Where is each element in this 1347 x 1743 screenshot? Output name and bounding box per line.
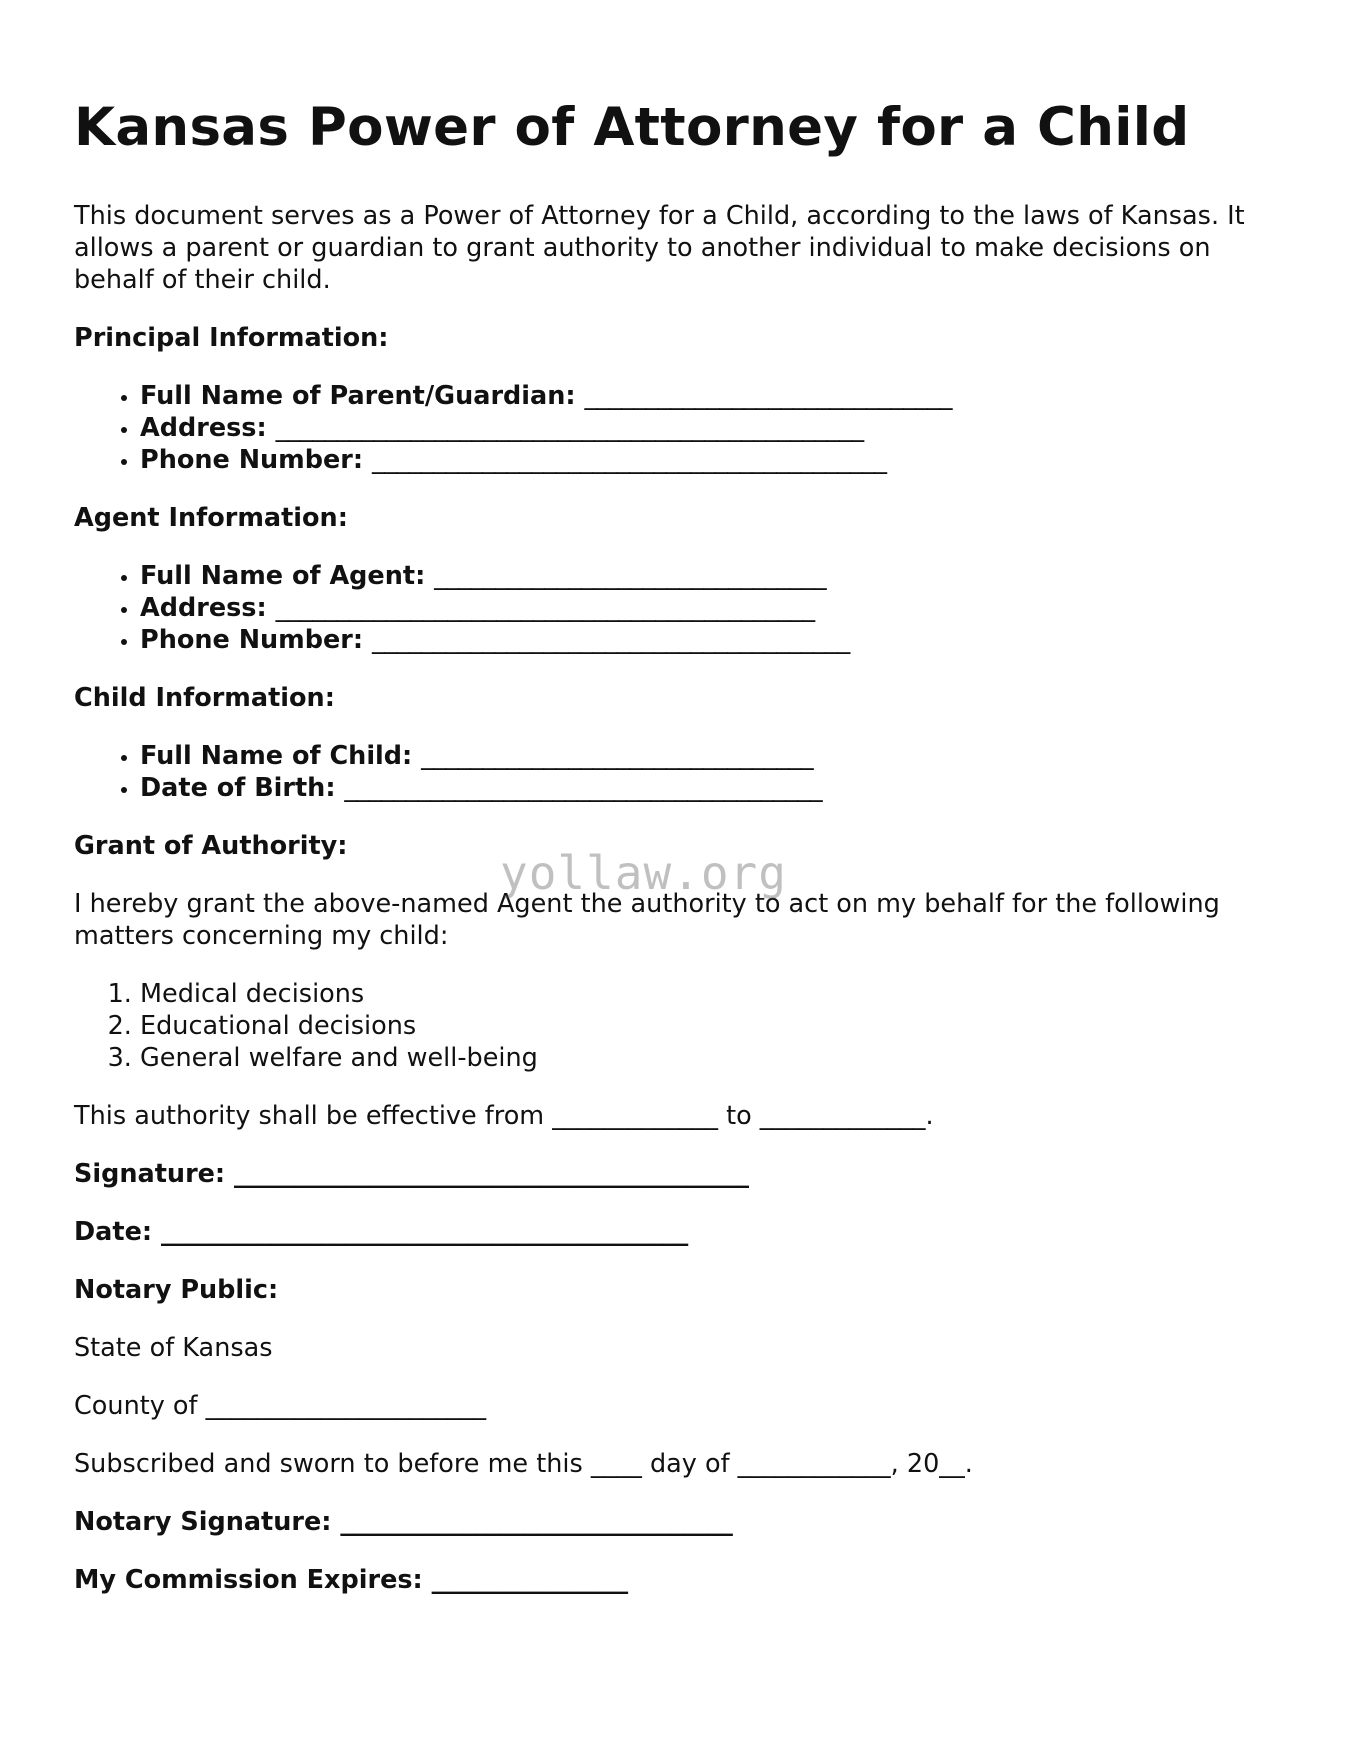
grant-heading: Grant of Authority:: [74, 831, 348, 861]
document-title: Kansas Power of Attorney for a Child: [74, 97, 1190, 158]
child-name-field: [140, 740, 1294, 772]
fill-in-blank[interactable]: ______________________________: [584, 381, 952, 411]
notary-sworn-line[interactable]: Subscribed and sworn to before me this ____ day of ____________, 20__.: [74, 1449, 973, 1479]
fill-in-blank[interactable]: ________________________________: [421, 741, 814, 771]
grant-item-welfare: 3. General welfare and well-being: [140, 1042, 1294, 1074]
effective-dates-line[interactable]: This authority shall be effective from _____________ to _____________.: [74, 1101, 934, 1131]
commission-expires-field: [74, 1564, 1294, 1596]
principal-address-field: [140, 412, 1294, 444]
agent-name-field: [140, 560, 1294, 592]
field-label: Phone Number:: [140, 625, 364, 655]
field-label: Full Name of Parent/Guardian:: [140, 381, 576, 411]
fill-in-blank[interactable]: ____________________________________________: [275, 593, 815, 623]
field-label: Full Name of Child:: [140, 741, 413, 771]
principal-heading: Principal Information:: [74, 323, 389, 353]
agent-address-field: [140, 592, 1294, 624]
signature-blank[interactable]: __________________________________________: [234, 1159, 749, 1189]
principal-list: [74, 380, 1294, 476]
principal-phone-field: [140, 444, 1294, 476]
commission-expires-blank[interactable]: ________________: [431, 1565, 628, 1595]
grant-item-medical: 1. Medical decisions: [140, 978, 1294, 1010]
fill-in-blank[interactable]: ________________________________________________: [275, 413, 864, 443]
fill-in-blank[interactable]: _______________________________________: [371, 625, 850, 655]
signature-field: [74, 1158, 1294, 1190]
notary-county[interactable]: County of ______________________: [74, 1391, 487, 1421]
notary-state: State of Kansas: [74, 1333, 273, 1363]
watermark: yollaw.org: [500, 846, 787, 900]
notary-heading: Notary Public:: [74, 1275, 279, 1305]
date-field: [74, 1216, 1294, 1248]
grant-list: [74, 978, 1294, 1074]
field-label: Phone Number:: [140, 445, 364, 475]
date-label: Date:: [74, 1217, 153, 1247]
commission-expires-label: My Commission Expires:: [74, 1565, 423, 1595]
field-label: Date of Birth:: [140, 773, 336, 803]
notary-signature-field: [74, 1506, 1294, 1538]
date-blank[interactable]: ___________________________________________: [160, 1217, 688, 1247]
grant-paragraph: I hereby grant the above-named Agent the authority to act on my behalf for the following matters concerning my child:: [74, 889, 1220, 951]
notary-signature-label: Notary Signature:: [74, 1507, 332, 1537]
grant-item-educational: 2. Educational decisions: [140, 1010, 1294, 1042]
agent-phone-field: [140, 624, 1294, 656]
child-dob-field: [140, 772, 1294, 804]
intro-paragraph: This document serves as a Power of Attorney for a Child, according to the laws of Kansas. It allows a parent or guardian to grant authority to another individual to make decisions on behalf of their child.: [74, 201, 1245, 295]
fill-in-blank[interactable]: _______________________________________: [344, 773, 823, 803]
field-label: Address:: [140, 413, 267, 443]
fill-in-blank[interactable]: __________________________________________: [371, 445, 887, 475]
agent-heading: Agent Information:: [74, 503, 348, 533]
field-label: Address:: [140, 593, 267, 623]
agent-list: [74, 560, 1294, 656]
fill-in-blank[interactable]: ________________________________: [434, 561, 827, 591]
field-label: Full Name of Agent:: [140, 561, 426, 591]
child-heading: Child Information:: [74, 683, 335, 713]
document-page: [74, 90, 1294, 1596]
signature-label: Signature:: [74, 1159, 226, 1189]
notary-signature-blank[interactable]: ________________________________: [340, 1507, 733, 1537]
principal-name-field: [140, 380, 1294, 412]
child-list: [74, 740, 1294, 804]
